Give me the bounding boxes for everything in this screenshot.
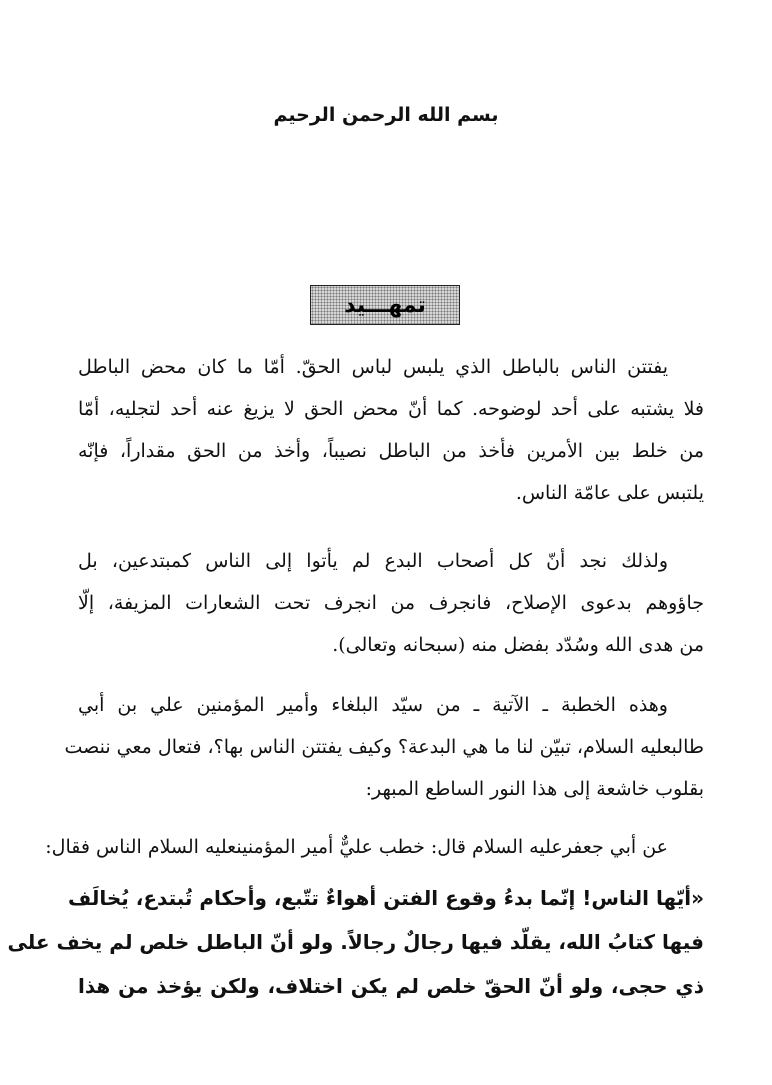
paragraph-line: يفتتن الناس بالباطل الذي يلبس لباس الحقّ. أمّا ما كان محض الباطل [78, 356, 668, 378]
quote-line: فيها كتابُ الله، يقلّد فيها رجالٌ رجالاً. ولو أنّ الباطل خلص لم يخف على [7, 930, 704, 954]
paragraph-line: يلتبس على عامّة الناس. [515, 482, 704, 504]
paragraph-1 [78, 346, 704, 514]
section-heading: تمهـــيد [344, 292, 426, 318]
paragraph-line: من هدى الله وسُدّد بفضل منه (سبحانه وتعالى). [332, 634, 704, 656]
paragraph-line: وهذه الخطبة ـ الآتية ـ من سيّد البلغاء وأمير المؤمنين علي بن أبي [78, 694, 668, 716]
paragraph-line: بقلوب خاشعة إلى هذا النور الساطع المبهر: [365, 778, 704, 800]
section-heading-box [310, 285, 460, 325]
quote-line: ذي حجى، ولو أنّ الحقّ خلص لم يكن اختلاف، ولكن يؤخذ من هذا [78, 974, 704, 998]
quote-block [7, 876, 704, 1008]
paragraph-line: طالبعليه السلام، تبيّن لنا ما هي البدعة؟ وكيف يفتتن الناس بها؟، فتعال معي ننصت [64, 736, 704, 758]
paragraph-4 [45, 826, 704, 868]
quote-line: «أيّها الناس! إنّما بدءُ وقوع الفتن أهواءٌ تتّبع، وأحكام تُبتدع، يُخالَف [68, 886, 704, 910]
paragraph-line: عن أبي جعفرعليه السلام قال: خطب عليٌّ أمير المؤمنينعليه السلام الناس فقال: [45, 836, 668, 858]
paragraph-line: فلا يشتبه على أحد لوضوحه. كما أنّ محض الحق لا يزيغ عنه أحد لتجليه، أمّا [78, 398, 704, 420]
paragraph-2 [78, 540, 704, 666]
paragraph-line: من خلط بين الأمرين فأخذ من الباطل نصيباً، وأخذ من الحق مقداراً، فإنّه [78, 440, 704, 462]
basmala-title: بسم الله الرحمن الرحيم [273, 104, 499, 126]
paragraph-line: جاؤوهم بدعوى الإصلاح، فانجرف من انجرف تحت الشعارات المزيفة، إلّا [78, 592, 704, 614]
paragraph-line: ولذلك نجد أنّ كل أصحاب البدع لم يأتوا إلى الناس كمبتدعين، بل [78, 550, 668, 572]
paragraph-3 [64, 684, 704, 810]
